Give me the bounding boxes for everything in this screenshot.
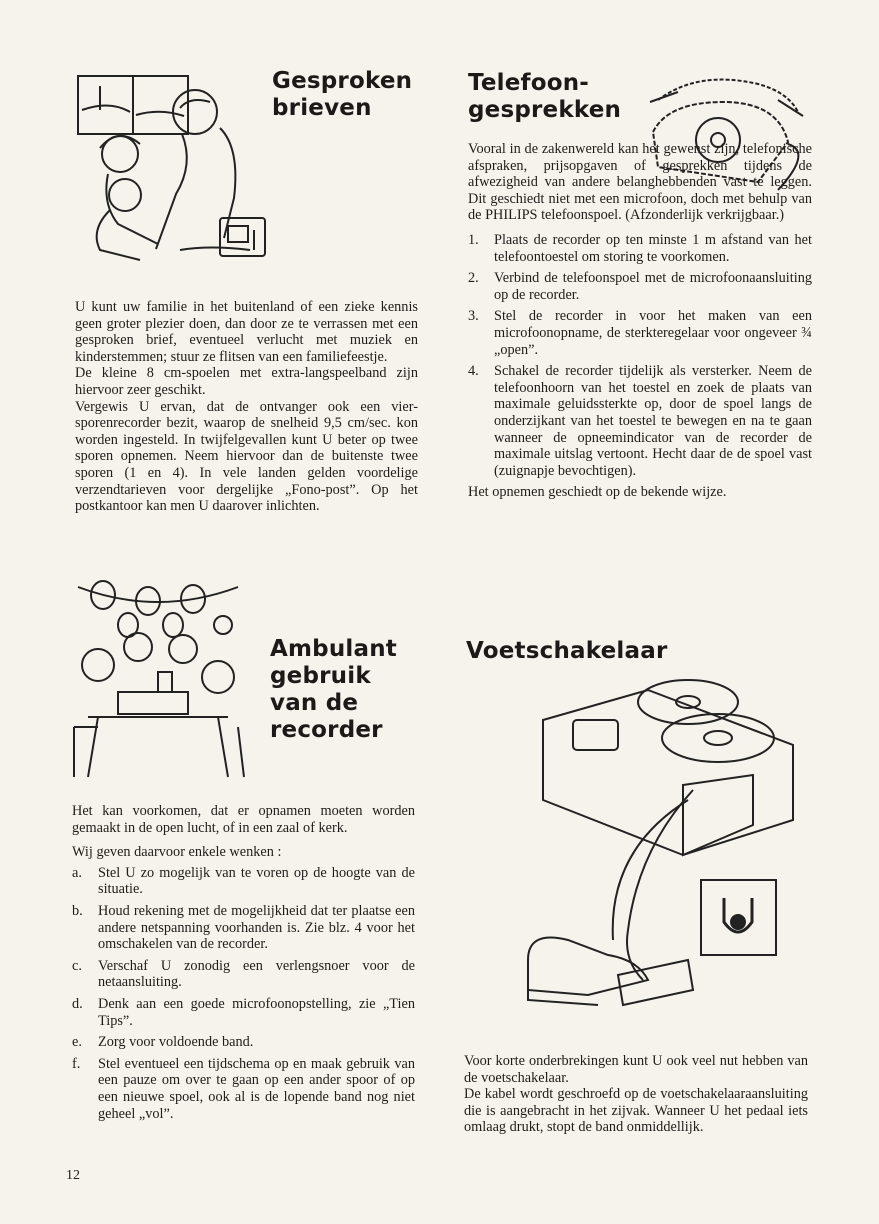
list-item xyxy=(72,865,415,898)
ambulant-lead: Wij geven daarvoor enkele wenken : xyxy=(72,844,282,861)
list-marker: a. xyxy=(72,864,82,881)
foot-switch-illustration xyxy=(488,660,818,1045)
list-marker: 4. xyxy=(468,363,479,380)
section-phone-body xyxy=(468,141,812,509)
foot-paragraph-1: Voor korte onderbrekingen kunt U ook veel nut hebben van de voetschakelaar. xyxy=(464,1053,808,1086)
page-number: 12 xyxy=(66,1168,80,1183)
heading-telefoongesprekken: Telefoon-gesprekken xyxy=(468,70,622,123)
section-letters-body xyxy=(75,299,418,515)
list-item xyxy=(468,270,812,303)
list-marker: f. xyxy=(72,1055,81,1072)
section-foot-body xyxy=(464,1053,808,1136)
letters-paragraph-2: De kleine 8 cm-spoelen met extra-langspeelband zijn hiervoor zeer geschikt. xyxy=(75,365,418,398)
list-item xyxy=(72,1034,415,1051)
list-item xyxy=(72,996,415,1029)
list-item-text: Verbind de telefoonspoel met de microfoonaansluiting op de recorder. xyxy=(494,270,812,303)
list-item-text: Zorg voor voldoende band. xyxy=(98,1034,254,1051)
phone-intro: Vooral in de zakenwereld kan het gewenst zijn, telefonische afspraken, prijsopgaven of gesprekken tijdens de afwezigheid van andere belanghebbenden vast te leggen. Dit geschiedt niet met een microfoon, doch met behulp van de PHILIPS telefoonspoel. (Afzonderlijk verkrijgbaar.) xyxy=(468,141,812,224)
heading-ambulant-gebruik: Ambulant gebruik van de recorder xyxy=(270,636,397,743)
list-marker: 2. xyxy=(468,270,479,287)
list-item xyxy=(72,903,415,953)
list-marker: 1. xyxy=(468,231,479,248)
letters-paragraph-3: Vergewis U ervan, dat de ontvanger ook een vier-sporenrecorder bezit, waarop de snelheid 9,5 cm/sec. kon worden ingesteld. In twijfelgevallen kunt U beter op twee sporen opnemen. Neem hiervoor dan de buitenste twee sporen (1 en 4). In vele landen gelden voordelige verzendtarieven voor dergelijke „Fono-post”. Op het postkantoor kan men U daarover inlichten. xyxy=(75,398,418,515)
list-item-text: Schakel de recorder tijdelijk als versterker. Neem de telefoonhoorn van het toestel en zoek de plaats van maximale geluidssterkte op, door de spoel langs de onderzijkant van het toestel te bewegen en na te gaan wanneer de opneemindicator van de recorder de maximale uitslag vertoont. Hecht daar de de spoel vast (zuignapje bevochtigen). xyxy=(494,363,812,479)
heading-gesproken-brieven: Gesproken brieven xyxy=(272,68,413,121)
ambulant-intro: Het kan voorkomen, dat er opnamen moeten worden gemaakt in de open lucht, of in een zaal of kerk. xyxy=(72,803,415,836)
family-recording-illustration xyxy=(70,70,270,275)
list-item xyxy=(72,958,415,991)
section-ambulant-body xyxy=(72,803,415,1127)
list-marker: b. xyxy=(72,902,83,919)
list-marker: d. xyxy=(72,995,83,1012)
list-item-text: Denk aan een goede microfoonopstelling, zie „Tien Tips”. xyxy=(98,995,415,1029)
phone-closing: Het opnemen geschiedt op de bekende wijze. xyxy=(468,484,727,501)
list-item-text: Verschaf U zonodig een verlengsnoer voor de netaansluiting. xyxy=(98,957,415,991)
list-item-text: Plaats de recorder op ten minste 1 m afstand van het telefoontoestel om storing te voorkomen. xyxy=(494,231,812,265)
list-marker: 3. xyxy=(468,308,479,325)
letters-paragraph-1: U kunt uw familie in het buitenland of een zieke kennis geen groter plezier doen, dan door ze te verrassen met een gesproken brief, eventueel verlucht met muziek en kinderstemmen; stuur ze flitsen van een familiefeestje. xyxy=(75,299,418,365)
list-item xyxy=(468,308,812,358)
heading-voetschakelaar: Voetschakelaar xyxy=(466,638,668,664)
list-marker: c. xyxy=(72,957,82,974)
list-item-text: Stel U zo mogelijk van te voren op de hoogte van de situatie. xyxy=(98,864,415,898)
list-item-text: Houd rekening met de mogelijkheid dat ter plaatse een andere netspanning voorhanden is. Zie blz. 4 voor het omschakelen van de recorder. xyxy=(98,902,415,953)
list-item xyxy=(72,1056,415,1122)
list-item-text: Stel eventueel een tijdschema op en maak gebruik van een pauze om over te gaan op een ander spoor of op een nieuwe spoel, ook al is de lopende band nog niet geheel „vol”. xyxy=(98,1055,415,1122)
ambulant-tips-list xyxy=(72,865,415,1122)
party-scene-illustration xyxy=(68,577,248,782)
foot-paragraph-2: De kabel wordt geschroefd op de voetschakelaaraansluiting die is aangebracht in het zijvak. Wanneer U het pedaal iets omlaag drukt, stopt de band onmiddellijk. xyxy=(464,1086,808,1136)
phone-steps-list xyxy=(468,232,812,479)
list-item xyxy=(468,232,812,265)
list-item-text: Stel de recorder in voor het maken van een microfoonopname, de sterkteregelaar voor ongeveer ¾ „open”. xyxy=(494,308,812,358)
list-item xyxy=(468,363,812,479)
list-marker: e. xyxy=(72,1034,82,1051)
